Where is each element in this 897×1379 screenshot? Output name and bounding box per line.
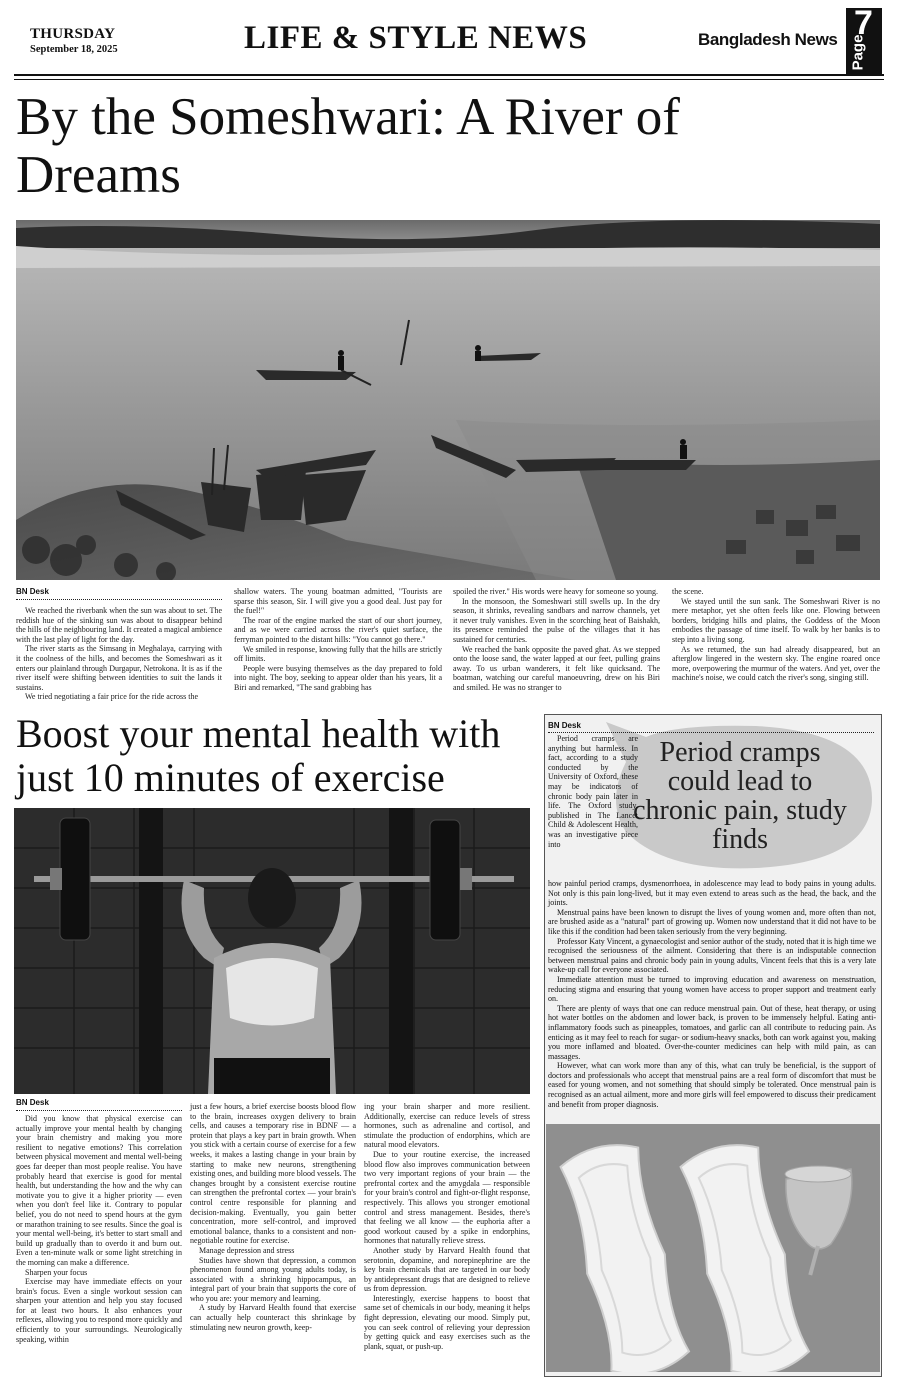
article2-col-3: [364, 1102, 530, 1351]
section-title: LIFE & STYLE NEWS: [244, 20, 588, 56]
article2-paragraph: A study by Harvard Health found that exercise can actually help counteract this shrinkage by stimulating new neuron growth, keep-: [190, 1303, 356, 1332]
article2-col-2: [190, 1102, 356, 1332]
article3-paragraph: There are plenty of ways that one can reduce menstrual pain. Out of these, heat therapy, or using hot water bottles on the abdomen and lower back, is proven to be immensely helpful. Eating anti-inflammatory foods such as pineapples, tomatoes, and garlic can all contribute to reducing pain. As enticing as it may feel to reach for sugar- or sodium-heavy snacks, both can work against you, making you more inflamed and bloated. Over-the-counter medicines can help with mild pain, as can massages.: [548, 1003, 876, 1061]
article1-col-1: [16, 606, 222, 702]
article1-paragraph: shallow waters. The young boatman admitted, "Tourists are sparse this season, Sir. I will give you a good deal. Just pay for the fuel!": [234, 587, 442, 616]
newspaper-name: Bangladesh News: [698, 30, 838, 49]
page-number: 7: [854, 4, 873, 42]
article1-col-2: [234, 587, 442, 693]
article3-intro-column: [548, 734, 638, 849]
article2-paragraph: just a few hours, a brief exercise boosts blood flow to the brain, increases oxygen delivery to brain cells, and causes a temporary rise in BDNF — a protein that plays a key part in brain growth. When you stick with a certain course of exercise for a few weeks, it makes a lasting change in your brain by starting to make new neurons, strengthening existing ones, and building more blood vessels. The changes brought by a consistent exercise routine can strengthen the prefrontal cortex — your brain's control centre responsible for planning and decision-making. Eventually, you gain better concentration, more self-control, and improved emotional balance, thanks to a consistent and non-negotiable routine for exercise.: [190, 1102, 356, 1246]
article1-paragraph: spoiled the river." His words were heavy for someone so young.: [453, 587, 658, 596]
article1-paragraph: As we returned, the sun had already disappeared, but an afterglow lingered in the western sky. The engine roared once more, overpowering the murmur of the waters. And yet, over the machine's noise, we could catch the river's song, singing still.: [672, 644, 880, 683]
masthead: [14, 4, 884, 72]
article2-col-1: [16, 1114, 182, 1344]
article1-col-4: [672, 587, 880, 683]
article2-paragraph: Interestingly, exercise happens to boost that same set of chemicals in our body, meaning it helps fight depression, elevating our mood. Simply put, you can seek control of relieving your depression by getting quick and easy exercises such as the plank, squat, or push-up.: [364, 1293, 530, 1351]
article3-byline-rule: [548, 732, 874, 733]
article2-headline: Boost your mental health with just 10 minutes of exercise: [16, 711, 501, 800]
article2-paragraph: Another study by Harvard Health found that serotonin, dopamine, and norepinephrine are the key brain chemicals that are targeted in our body by antidepressant drugs that are designed to relieve us from depression.: [364, 1245, 530, 1294]
article3-paragraph: how painful period cramps, dysmenorrhoea, in adolescence may lead to body pains in young adults. Not only is this pain long-lived, but it may even extend to areas such as the head, the back, and the joints.: [548, 879, 876, 908]
article2-paragraph: Studies have shown that depression, a common phenomenon found among young adults today, is associated with a shrinking hippocampus, an integral part of your brain that supports the core of who you are: your memory and learning.: [190, 1255, 356, 1303]
article1-paragraph: The river starts as the Simsang in Meghalaya, carrying with it the coolness of the hills, and becomes the Someshwari as it enters our plainland through Durgapur, Netrokona. It is as if the river itself were shifting between identities to suit the lands it sustains.: [16, 644, 222, 692]
article1-paragraph: We reached the bank opposite the paved ghat. As we stepped onto the loose sand, the water lapped at our feet, pulling grains away. To us urban wanderers, it felt like quicksand. The boatman, watching our careful manoeuvring, drew on his Biri and smiled. He was no stranger to: [453, 644, 660, 692]
page-label: Page: [849, 34, 867, 71]
article2-paragraph: Did you know that physical exercise can actually improve your mental health by changing your brain chemistry and making you more resilient to negative emotions? This correlation between physical movement and mental well-being goes far deeper than most people realise. You have probably heard that exercise is good for mental health, but understanding the how and the why can motivate you to give it a higher priority — even when you don't feel like it. Contrary to popular belief, you do not need to spend hours at the gym or marathon training to see results. Since the goal is your mental well-being, it's better to start small and build up gradually than to overdo it and burn out. Even a ten-minute walk or some light stretching in the morning can make a difference.: [16, 1114, 182, 1267]
article3-body: [548, 879, 876, 1109]
article3-intro: Period cramps are anything but harmless. In fact, according to a study conducted by the University of Oxford, these may be indicators of chronic body pain later in life. The Oxford study, published in The Lancet Child & Adolescent Health, was an investigative piece into: [548, 734, 638, 849]
article2-paragraph: Due to your routine exercise, the increased blood flow also improves communication between two very important regions of your brain — the prefrontal cortex and the amygdala — responsible for your brain's control and fight-or-flight response, respectively. This allows you stronger emotional control and stress management. Besides, there's that feeling we all know — the euphoria after a good workout caused by a spike in endorphins, hormones that naturally relieve stress.: [364, 1149, 530, 1246]
article3-headline: Period cramps could lead to chronic pain, study finds: [633, 737, 847, 855]
article1-col-3: [453, 587, 660, 693]
article1-paragraph: We stayed until the sun sank. The Someshwari River is no mere metaphor, yet she often feels like one. Flowing between borders, bridging hills and plains, the Goddess of the Moon embodies the passage of time itself. To walk by her banks is to step into a living song.: [672, 596, 880, 644]
article1-paragraph: We reached the riverbank when the sun was about to set. The reddish hue of the sinking sun was about to disappear behind the hills of the neighbouring land. It created a magical ambience with the last play of light for the day.: [16, 606, 222, 644]
masthead-date: September 18, 2025: [30, 44, 118, 55]
weightlifting-photo: [14, 808, 530, 1094]
article3-paragraph: Immediate attention must be turned to improving education and awareness on menstruation, reducing stigma and ensuring that young women have access to proper support and treatment early on.: [548, 974, 876, 1004]
article2-byline-rule: [16, 1110, 182, 1111]
masthead-day: THURSDAY: [30, 26, 116, 42]
article1-headline: By the Someshwari: A River of Dreams: [16, 88, 680, 204]
river-boats-photo: [16, 220, 880, 580]
article2-subhead: Sharpen your focus: [25, 1267, 88, 1277]
article1-paragraph: The roar of the engine marked the start of our short journey, and as we were carried across the river's quiet surface, the ferryman pointed to the distant hills: "You cannot go there.": [234, 615, 442, 644]
article3-byline: BN Desk: [548, 721, 581, 730]
article2-paragraph: ing your brain sharper and more resilient. Additionally, exercise can reduce levels of stress hormones, such as adrenaline and cortisol, and stimulate the production of endorphins, which are natural mood elevators.: [364, 1102, 530, 1150]
article3-paragraph: Professor Katy Vincent, a gynaecologist and senior author of the study, noted that it is high time we recognised the seriousness of the ailment. Considering that there is an indisputable connection between menstrual pains and chronic body pain in young adults, Vincent feels that this is a very late wake-up call for everyone associated.: [548, 936, 876, 975]
article1-paragraph: the scene.: [672, 587, 704, 596]
article2-subhead: Manage depression and stress: [199, 1245, 295, 1255]
page-badge: [846, 4, 882, 76]
article2-byline: BN Desk: [16, 1098, 49, 1107]
masthead-rule: [14, 74, 884, 76]
article3-paragraph: Menstrual pains have been known to disrupt the lives of young women and, more often than not, are brushed aside as a "natural" part of growing up. Women now understand that it did not have to be like this if the condition had been taken seriously from the very beginning.: [548, 907, 876, 936]
article1-paragraph: We smiled in response, knowing fully that the hills are strictly off limits.: [234, 644, 442, 664]
article1-paragraph: People were busying themselves as the day prepared to fold into night. The boy, seeking to appear older than his years, lit a Biri and remarked, "The sand grabbing has: [234, 663, 442, 692]
article1-paragraph: We tried negotiating a fair price for the ride across the: [25, 692, 199, 702]
article1-byline: BN Desk: [16, 587, 49, 596]
article2-paragraph: Exercise may have immediate effects on your brain's focus. Even a single workout session can sharpen your attention and help you stay focused for at least two hours. It also enhances your reflexes, allowing you to respond more quickly and efficiently to your surroundings. Neurologically speaking, within: [16, 1277, 182, 1344]
article3-paragraph: However, what can work more than any of this, what can truly be beneficial, is the support of doctors and professionals who accept that menstrual pains are a real form of discomfort that must be eased for young women, and not something that should simply be tolerated. Once menstrual pain is recognised as an actual ailment, more and more girls will feel empowered to discuss their predicament and benefit from proper diagnosis.: [548, 1061, 876, 1109]
sanitary-pads-photo: [546, 1124, 880, 1372]
masthead-rule-thin: [14, 79, 884, 80]
article1-paragraph: In the monsoon, the Someshwari still swells up. In the dry season, it shrinks, revealing sandbars and narrow channels, yet it never truly vanishes. Even in the scorching heat of Baishakh, its presence reminded the pulse of the villages that it has sustained for centuries.: [453, 596, 660, 644]
article1-byline-rule: [16, 599, 222, 600]
